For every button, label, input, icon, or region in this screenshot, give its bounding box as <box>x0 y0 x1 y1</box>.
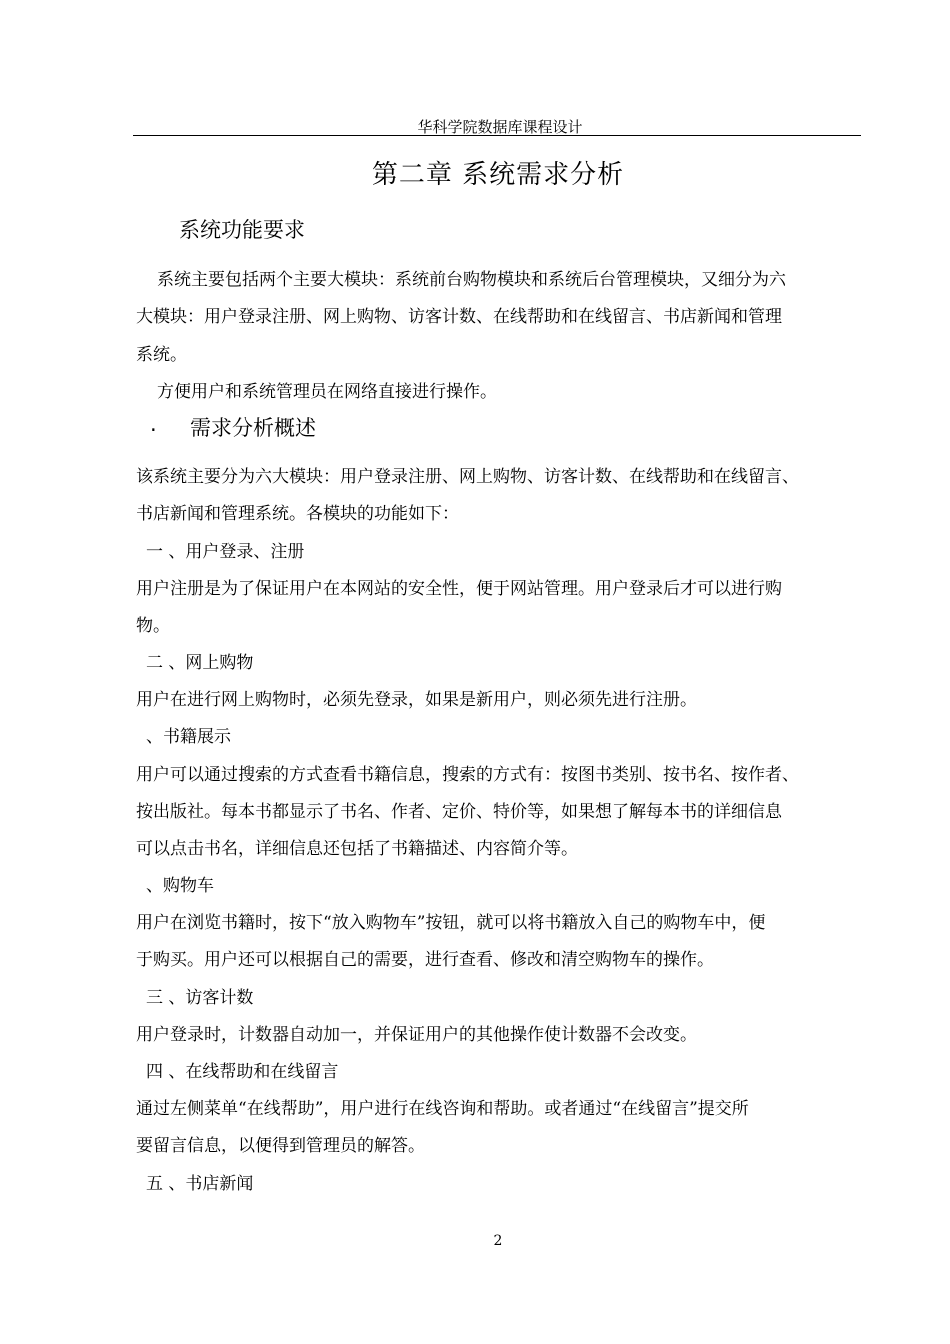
paragraph-line: 用户登录时，计数器自动加一，并保证用户的其他操作使计数器不会改变。 <box>136 1025 697 1045</box>
header-divider <box>133 135 861 136</box>
paragraph-line: 用户在进行网上购物时，必须先登录，如果是新用户，则必须先进行注册。 <box>136 690 697 710</box>
chapter-title: 第二章 系统需求分析 <box>371 160 625 190</box>
paragraph-line: 书店新闻和管理系统。各模块的功能如下： <box>136 504 459 524</box>
paragraph-line: 大模块：用户登录注册、网上购物、访客计数、在线帮助和在线留言、书店新闻和管理 <box>136 307 782 327</box>
paragraph-line: 方便用户和系统管理员在网络直接进行操作。 <box>157 382 497 402</box>
item-title-login-register: 一 、用户登录、注册 <box>146 542 305 562</box>
section-bullet: . <box>150 412 157 436</box>
page-header-title: 华科学院数据库课程设计 <box>417 118 583 136</box>
section-heading-requirement-overview: 需求分析概述 <box>190 416 316 440</box>
paragraph-line: 于购买。用户还可以根据自己的需要，进行查看、修改和清空购物车的操作。 <box>136 950 714 970</box>
section-heading-function-requirements: 系统功能要求 <box>179 218 305 242</box>
paragraph-line: 该系统主要分为六大模块：用户登录注册、网上购物、访客计数、在线帮助和在线留言、 <box>136 467 799 487</box>
paragraph-line: 要留言信息，以便得到管理员的解答。 <box>136 1136 425 1156</box>
paragraph-line: 系统主要包括两个主要大模块：系统前台购物模块和系统后台管理模块，又细分为六 <box>157 270 786 290</box>
paragraph-line: 用户注册是为了保证用户在本网站的安全性，便于网站管理。用户登录后才可以进行购 <box>136 579 782 599</box>
page-number: 2 <box>493 1233 503 1249</box>
paragraph-line: 可以点击书名，详细信息还包括了书籍描述、内容简介等。 <box>136 839 578 859</box>
subitem-title-book-display: 、书籍展示 <box>146 727 231 747</box>
item-title-visitor-counter: 三 、访客计数 <box>146 988 254 1008</box>
paragraph-line: 物。 <box>136 616 170 636</box>
paragraph-line: 系统。 <box>136 345 187 365</box>
subitem-title-shopping-cart: 、购物车 <box>146 876 214 896</box>
item-title-bookstore-news: 五 、书店新闻 <box>146 1174 254 1194</box>
paragraph-line: 按出版社。每本书都显示了书名、作者、定价、特价等，如果想了解每本书的详细信息 <box>136 802 782 822</box>
item-title-online-help: 四 、在线帮助和在线留言 <box>146 1062 339 1082</box>
item-title-online-shopping: 二 、网上购物 <box>146 653 254 673</box>
paragraph-line: 用户在浏览书籍时，按下“放入购物车”按钮，就可以将书籍放入自己的购物车中，便 <box>136 913 766 933</box>
paragraph-line: 用户可以通过搜索的方式查看书籍信息，搜索的方式有：按图书类别、按书名、按作者、 <box>136 765 799 785</box>
paragraph-line: 通过左侧菜单“在线帮助”，用户进行在线咨询和帮助。或者通过“在线留言”提交所 <box>136 1099 749 1119</box>
